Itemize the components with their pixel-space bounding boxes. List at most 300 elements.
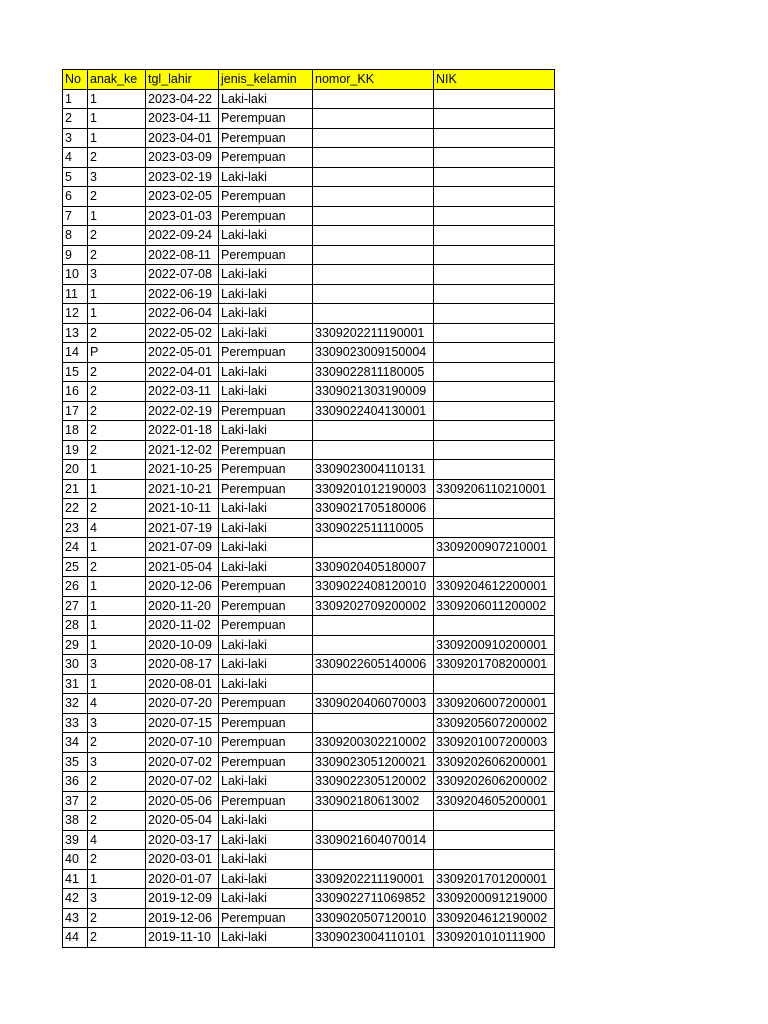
cell-nik[interactable] [434, 89, 555, 109]
cell-anak-ke[interactable]: 1 [88, 635, 146, 655]
cell-tgl-lahir[interactable]: 2023-03-09 [146, 148, 219, 168]
cell-jenis-kelamin[interactable]: Perempuan [219, 713, 313, 733]
cell-anak-ke[interactable]: 2 [88, 772, 146, 792]
cell-jenis-kelamin[interactable]: Laki-laki [219, 869, 313, 889]
cell-nik[interactable]: 3309200910200001 [434, 635, 555, 655]
header-nik[interactable]: NIK [434, 70, 555, 90]
cell-nomor-kk[interactable]: 3309021604070014 [313, 830, 434, 850]
cell-anak-ke[interactable]: 3 [88, 655, 146, 675]
cell-no[interactable]: 23 [63, 518, 88, 538]
cell-jenis-kelamin[interactable]: Laki-laki [219, 499, 313, 519]
cell-tgl-lahir[interactable]: 2022-05-02 [146, 323, 219, 343]
cell-tgl-lahir[interactable]: 2021-10-21 [146, 479, 219, 499]
header-jenis-kelamin[interactable]: jenis_kelamin [219, 70, 313, 90]
table-row [63, 362, 555, 382]
cell-nik[interactable]: 3309204605200001 [434, 791, 555, 811]
cell-no[interactable]: 9 [63, 245, 88, 265]
cell-anak-ke[interactable]: 2 [88, 499, 146, 519]
cell-nomor-kk[interactable]: 3309022305120002 [313, 772, 434, 792]
cell-no[interactable]: 1 [63, 89, 88, 109]
cell-tgl-lahir[interactable]: 2022-03-11 [146, 382, 219, 402]
cell-no[interactable]: 13 [63, 323, 88, 343]
cell-no[interactable]: 41 [63, 869, 88, 889]
cell-jenis-kelamin[interactable]: Laki-laki [219, 830, 313, 850]
cell-nik[interactable]: 3309204612200001 [434, 577, 555, 597]
cell-tgl-lahir[interactable]: 2022-06-19 [146, 284, 219, 304]
cell-anak-ke[interactable]: 4 [88, 518, 146, 538]
cell-anak-ke[interactable]: 1 [88, 128, 146, 148]
cell-nik[interactable] [434, 109, 555, 129]
cell-nik[interactable] [434, 167, 555, 187]
cell-anak-ke[interactable]: 2 [88, 382, 146, 402]
cell-tgl-lahir[interactable]: 2020-07-02 [146, 772, 219, 792]
cell-no[interactable]: 19 [63, 440, 88, 460]
cell-no[interactable]: 12 [63, 304, 88, 324]
cell-anak-ke[interactable]: 1 [88, 616, 146, 636]
cell-anak-ke[interactable]: 1 [88, 596, 146, 616]
cell-anak-ke[interactable]: 1 [88, 109, 146, 129]
cell-nomor-kk[interactable] [313, 304, 434, 324]
cell-tgl-lahir[interactable]: 2021-07-09 [146, 538, 219, 558]
cell-anak-ke[interactable]: 3 [88, 889, 146, 909]
cell-jenis-kelamin[interactable]: Perempuan [219, 343, 313, 363]
table-row [63, 460, 555, 480]
cell-nomor-kk[interactable]: 3309023009150004 [313, 343, 434, 363]
cell-no[interactable]: 15 [63, 362, 88, 382]
cell-anak-ke[interactable]: 1 [88, 284, 146, 304]
cell-nik[interactable] [434, 128, 555, 148]
cell-nik[interactable] [434, 557, 555, 577]
cell-tgl-lahir[interactable]: 2023-04-01 [146, 128, 219, 148]
cell-no[interactable]: 2 [63, 109, 88, 129]
cell-nik[interactable]: 3309202606200001 [434, 752, 555, 772]
cell-nik[interactable] [434, 830, 555, 850]
cell-no[interactable]: 6 [63, 187, 88, 207]
cell-nik[interactable]: 3309205607200002 [434, 713, 555, 733]
cell-no[interactable]: 40 [63, 850, 88, 870]
cell-nomor-kk[interactable]: 3309022605140006 [313, 655, 434, 675]
cell-no[interactable]: 27 [63, 596, 88, 616]
cell-nomor-kk[interactable]: 3309022404130001 [313, 401, 434, 421]
cell-nik[interactable] [434, 206, 555, 226]
cell-nomor-kk[interactable]: 3309022408120010 [313, 577, 434, 597]
cell-anak-ke[interactable]: 2 [88, 908, 146, 928]
cell-jenis-kelamin[interactable]: Laki-laki [219, 772, 313, 792]
cell-jenis-kelamin[interactable]: Laki-laki [219, 811, 313, 831]
cell-jenis-kelamin[interactable]: Laki-laki [219, 674, 313, 694]
table-row [63, 577, 555, 597]
cell-nomor-kk[interactable]: 3309021303190009 [313, 382, 434, 402]
cell-jenis-kelamin[interactable]: Laki-laki [219, 89, 313, 109]
cell-nomor-kk[interactable]: 3309201012190003 [313, 479, 434, 499]
cell-tgl-lahir[interactable]: 2022-05-01 [146, 343, 219, 363]
cell-tgl-lahir[interactable]: 2023-02-19 [146, 167, 219, 187]
cell-jenis-kelamin[interactable]: Perempuan [219, 791, 313, 811]
cell-tgl-lahir[interactable]: 2020-11-02 [146, 616, 219, 636]
cell-tgl-lahir[interactable]: 2020-07-02 [146, 752, 219, 772]
cell-no[interactable]: 33 [63, 713, 88, 733]
cell-jenis-kelamin[interactable]: Laki-laki [219, 518, 313, 538]
table-row [63, 518, 555, 538]
cell-anak-ke[interactable]: 2 [88, 928, 146, 948]
cell-nomor-kk[interactable] [313, 284, 434, 304]
cell-tgl-lahir[interactable]: 2023-04-11 [146, 109, 219, 129]
cell-no[interactable]: 4 [63, 148, 88, 168]
cell-jenis-kelamin[interactable]: Perempuan [219, 616, 313, 636]
cell-nomor-kk[interactable] [313, 674, 434, 694]
table-row [63, 206, 555, 226]
cell-nomor-kk[interactable] [313, 206, 434, 226]
cell-tgl-lahir[interactable]: 2022-06-04 [146, 304, 219, 324]
cell-no[interactable]: 20 [63, 460, 88, 480]
cell-nik[interactable] [434, 284, 555, 304]
cell-nik[interactable] [434, 187, 555, 207]
cell-jenis-kelamin[interactable]: Perempuan [219, 401, 313, 421]
cell-tgl-lahir[interactable]: 2019-12-09 [146, 889, 219, 909]
table-row [63, 830, 555, 850]
cell-jenis-kelamin[interactable]: Perempuan [219, 440, 313, 460]
cell-nomor-kk[interactable]: 3309023004110131 [313, 460, 434, 480]
cell-no[interactable]: 30 [63, 655, 88, 675]
cell-tgl-lahir[interactable]: 2020-03-01 [146, 850, 219, 870]
cell-jenis-kelamin[interactable]: Perempuan [219, 577, 313, 597]
cell-tgl-lahir[interactable]: 2020-07-20 [146, 694, 219, 714]
table-row [63, 440, 555, 460]
cell-no[interactable]: 32 [63, 694, 88, 714]
cell-tgl-lahir[interactable]: 2021-10-11 [146, 499, 219, 519]
cell-nik[interactable] [434, 811, 555, 831]
cell-tgl-lahir[interactable]: 2020-05-06 [146, 791, 219, 811]
cell-tgl-lahir[interactable]: 2022-07-08 [146, 265, 219, 285]
cell-no[interactable]: 10 [63, 265, 88, 285]
table-row [63, 187, 555, 207]
cell-anak-ke[interactable]: 1 [88, 206, 146, 226]
cell-anak-ke[interactable]: 2 [88, 557, 146, 577]
cell-anak-ke[interactable]: 1 [88, 869, 146, 889]
cell-anak-ke[interactable]: 2 [88, 401, 146, 421]
cell-nomor-kk[interactable] [313, 265, 434, 285]
cell-tgl-lahir[interactable]: 2022-09-24 [146, 226, 219, 246]
cell-nomor-kk[interactable] [313, 226, 434, 246]
cell-no[interactable]: 36 [63, 772, 88, 792]
table-row [63, 791, 555, 811]
cell-nik[interactable] [434, 304, 555, 324]
cell-jenis-kelamin[interactable]: Perempuan [219, 187, 313, 207]
cell-nik[interactable]: 3309206110210001 [434, 479, 555, 499]
cell-anak-ke[interactable]: 1 [88, 538, 146, 558]
cell-nomor-kk[interactable] [313, 89, 434, 109]
cell-jenis-kelamin[interactable]: Laki-laki [219, 635, 313, 655]
cell-nik[interactable]: 3309201007200003 [434, 733, 555, 753]
cell-anak-ke[interactable]: 2 [88, 148, 146, 168]
cell-tgl-lahir[interactable]: 2019-11-10 [146, 928, 219, 948]
cell-no[interactable]: 29 [63, 635, 88, 655]
cell-no[interactable]: 42 [63, 889, 88, 909]
cell-jenis-kelamin[interactable]: Perempuan [219, 128, 313, 148]
table-row [63, 674, 555, 694]
cell-nik[interactable] [434, 460, 555, 480]
cell-jenis-kelamin[interactable]: Laki-laki [219, 226, 313, 246]
header-no[interactable]: No [63, 70, 88, 90]
table-row [63, 616, 555, 636]
cell-tgl-lahir[interactable]: 2022-01-18 [146, 421, 219, 441]
cell-no[interactable]: 28 [63, 616, 88, 636]
table-row [63, 596, 555, 616]
cell-anak-ke[interactable]: 2 [88, 850, 146, 870]
table-row [63, 284, 555, 304]
header-anak-ke[interactable]: anak_ke [88, 70, 146, 90]
cell-nomor-kk[interactable] [313, 440, 434, 460]
cell-anak-ke[interactable]: 2 [88, 811, 146, 831]
cell-nik[interactable] [434, 401, 555, 421]
cell-nik[interactable]: 3309200907210001 [434, 538, 555, 558]
cell-anak-ke[interactable]: 3 [88, 265, 146, 285]
cell-jenis-kelamin[interactable]: Laki-laki [219, 928, 313, 948]
cell-nik[interactable]: 3309200091219000 [434, 889, 555, 909]
cell-no[interactable]: 18 [63, 421, 88, 441]
cell-nik[interactable] [434, 499, 555, 519]
cell-nik[interactable]: 3309206011200002 [434, 596, 555, 616]
cell-nik[interactable] [434, 362, 555, 382]
cell-nomor-kk[interactable]: 3309202211190001 [313, 323, 434, 343]
cell-no[interactable]: 35 [63, 752, 88, 772]
cell-tgl-lahir[interactable]: 2020-01-07 [146, 869, 219, 889]
table-row [63, 323, 555, 343]
cell-nomor-kk[interactable] [313, 148, 434, 168]
cell-nomor-kk[interactable] [313, 245, 434, 265]
cell-nomor-kk[interactable]: 3309022711069852 [313, 889, 434, 909]
cell-nik[interactable] [434, 323, 555, 343]
cell-anak-ke[interactable]: 4 [88, 830, 146, 850]
cell-jenis-kelamin[interactable]: Laki-laki [219, 889, 313, 909]
cell-no[interactable]: 16 [63, 382, 88, 402]
cell-tgl-lahir[interactable]: 2020-10-09 [146, 635, 219, 655]
cell-no[interactable]: 5 [63, 167, 88, 187]
cell-no[interactable]: 17 [63, 401, 88, 421]
cell-tgl-lahir[interactable]: 2019-12-06 [146, 908, 219, 928]
cell-anak-ke[interactable]: 3 [88, 752, 146, 772]
cell-tgl-lahir[interactable]: 2020-11-20 [146, 596, 219, 616]
cell-nomor-kk[interactable] [313, 128, 434, 148]
table-row [63, 499, 555, 519]
header-nomor-kk[interactable]: nomor_KK [313, 70, 434, 90]
cell-no[interactable]: 11 [63, 284, 88, 304]
cell-anak-ke[interactable]: 2 [88, 421, 146, 441]
cell-nomor-kk[interactable]: 3309202709200002 [313, 596, 434, 616]
cell-no[interactable]: 21 [63, 479, 88, 499]
cell-nik[interactable]: 3309201701200001 [434, 869, 555, 889]
cell-jenis-kelamin[interactable]: Perempuan [219, 752, 313, 772]
cell-nomor-kk[interactable]: 3309020405180007 [313, 557, 434, 577]
cell-jenis-kelamin[interactable]: Laki-laki [219, 323, 313, 343]
cell-no[interactable]: 37 [63, 791, 88, 811]
cell-anak-ke[interactable]: 2 [88, 323, 146, 343]
cell-jenis-kelamin[interactable]: Laki-laki [219, 557, 313, 577]
cell-nik[interactable] [434, 382, 555, 402]
cell-jenis-kelamin[interactable]: Perempuan [219, 733, 313, 753]
cell-no[interactable]: 24 [63, 538, 88, 558]
cell-anak-ke[interactable]: 1 [88, 89, 146, 109]
cell-anak-ke[interactable]: 2 [88, 362, 146, 382]
cell-jenis-kelamin[interactable]: Laki-laki [219, 421, 313, 441]
table-row [63, 89, 555, 109]
cell-nomor-kk[interactable]: 3309202211190001 [313, 869, 434, 889]
cell-anak-ke[interactable]: 2 [88, 187, 146, 207]
cell-no[interactable]: 31 [63, 674, 88, 694]
cell-anak-ke[interactable]: 3 [88, 713, 146, 733]
table-row [63, 713, 555, 733]
cell-no[interactable]: 25 [63, 557, 88, 577]
cell-tgl-lahir[interactable]: 2023-02-05 [146, 187, 219, 207]
cell-jenis-kelamin[interactable]: Laki-laki [219, 850, 313, 870]
cell-nik[interactable] [434, 245, 555, 265]
cell-no[interactable]: 14 [63, 343, 88, 363]
cell-nomor-kk[interactable] [313, 616, 434, 636]
cell-nik[interactable]: 3309206007200001 [434, 694, 555, 714]
cell-nomor-kk[interactable]: 3309023004110101 [313, 928, 434, 948]
cell-jenis-kelamin[interactable]: Laki-laki [219, 304, 313, 324]
header-tgl-lahir[interactable]: tgl_lahir [146, 70, 219, 90]
cell-anak-ke[interactable]: 2 [88, 245, 146, 265]
cell-no[interactable]: 8 [63, 226, 88, 246]
cell-nik[interactable]: 3309202606200002 [434, 772, 555, 792]
table-row [63, 128, 555, 148]
cell-nomor-kk[interactable]: 3309022811180005 [313, 362, 434, 382]
cell-jenis-kelamin[interactable]: Perempuan [219, 109, 313, 129]
table-row [63, 908, 555, 928]
cell-nomor-kk[interactable] [313, 187, 434, 207]
cell-jenis-kelamin[interactable]: Perempuan [219, 596, 313, 616]
cell-no[interactable]: 22 [63, 499, 88, 519]
spreadsheet [62, 69, 555, 948]
cell-nomor-kk[interactable] [313, 167, 434, 187]
table-row [63, 109, 555, 129]
cell-nik[interactable] [434, 674, 555, 694]
cell-anak-ke[interactable]: 3 [88, 167, 146, 187]
cell-anak-ke[interactable]: 2 [88, 440, 146, 460]
cell-nik[interactable] [434, 616, 555, 636]
cell-tgl-lahir[interactable]: 2022-08-11 [146, 245, 219, 265]
cell-tgl-lahir[interactable]: 2021-05-04 [146, 557, 219, 577]
cell-jenis-kelamin[interactable]: Perempuan [219, 694, 313, 714]
cell-nomor-kk[interactable] [313, 538, 434, 558]
cell-nomor-kk[interactable]: 3309200302210002 [313, 733, 434, 753]
table-row [63, 304, 555, 324]
table-row [63, 401, 555, 421]
cell-nomor-kk[interactable] [313, 713, 434, 733]
cell-nik[interactable] [434, 226, 555, 246]
cell-anak-ke[interactable]: 4 [88, 694, 146, 714]
table-row [63, 869, 555, 889]
cell-no[interactable]: 34 [63, 733, 88, 753]
cell-tgl-lahir[interactable]: 2021-10-25 [146, 460, 219, 480]
cell-jenis-kelamin[interactable]: Perempuan [219, 148, 313, 168]
cell-tgl-lahir[interactable]: 2021-07-19 [146, 518, 219, 538]
cell-no[interactable]: 26 [63, 577, 88, 597]
cell-tgl-lahir[interactable]: 2023-01-03 [146, 206, 219, 226]
cell-jenis-kelamin[interactable]: Laki-laki [219, 655, 313, 675]
cell-tgl-lahir[interactable]: 2020-07-15 [146, 713, 219, 733]
cell-no[interactable]: 39 [63, 830, 88, 850]
cell-nik[interactable] [434, 850, 555, 870]
cell-tgl-lahir[interactable]: 2022-02-19 [146, 401, 219, 421]
cell-jenis-kelamin[interactable]: Laki-laki [219, 538, 313, 558]
cell-tgl-lahir[interactable]: 2020-03-17 [146, 830, 219, 850]
cell-no[interactable]: 44 [63, 928, 88, 948]
cell-tgl-lahir[interactable]: 2022-04-01 [146, 362, 219, 382]
cell-tgl-lahir[interactable]: 2020-08-01 [146, 674, 219, 694]
cell-nik[interactable] [434, 440, 555, 460]
cell-no[interactable]: 43 [63, 908, 88, 928]
data-table [62, 69, 555, 948]
cell-jenis-kelamin[interactable]: Laki-laki [219, 284, 313, 304]
cell-nik[interactable] [434, 343, 555, 363]
cell-jenis-kelamin[interactable]: Perempuan [219, 908, 313, 928]
cell-tgl-lahir[interactable]: 2020-07-10 [146, 733, 219, 753]
cell-tgl-lahir[interactable]: 2020-12-06 [146, 577, 219, 597]
cell-no[interactable]: 3 [63, 128, 88, 148]
cell-jenis-kelamin[interactable]: Laki-laki [219, 362, 313, 382]
cell-nomor-kk[interactable] [313, 109, 434, 129]
cell-anak-ke[interactable]: 2 [88, 226, 146, 246]
cell-nik[interactable] [434, 265, 555, 285]
table-row [63, 148, 555, 168]
cell-jenis-kelamin[interactable]: Laki-laki [219, 167, 313, 187]
cell-jenis-kelamin[interactable]: Laki-laki [219, 265, 313, 285]
cell-nomor-kk[interactable]: 3309022511110005 [313, 518, 434, 538]
cell-anak-ke[interactable]: 1 [88, 304, 146, 324]
cell-tgl-lahir[interactable]: 2020-08-17 [146, 655, 219, 675]
cell-nik[interactable] [434, 148, 555, 168]
cell-nomor-kk[interactable]: 3309020406070003 [313, 694, 434, 714]
cell-nik[interactable] [434, 518, 555, 538]
cell-anak-ke[interactable]: 2 [88, 791, 146, 811]
cell-nik[interactable]: 3309204612190002 [434, 908, 555, 928]
table-row [63, 772, 555, 792]
cell-nomor-kk[interactable] [313, 811, 434, 831]
cell-nomor-kk[interactable]: 3309021705180006 [313, 499, 434, 519]
cell-jenis-kelamin[interactable]: Perempuan [219, 460, 313, 480]
cell-no[interactable]: 7 [63, 206, 88, 226]
cell-anak-ke[interactable]: 1 [88, 577, 146, 597]
cell-jenis-kelamin[interactable]: Perempuan [219, 206, 313, 226]
cell-nomor-kk[interactable]: 3309020507120010 [313, 908, 434, 928]
table-row [63, 245, 555, 265]
cell-nomor-kk[interactable]: 3309023051200021 [313, 752, 434, 772]
cell-anak-ke[interactable]: 1 [88, 674, 146, 694]
table-row [63, 343, 555, 363]
cell-tgl-lahir[interactable]: 2021-12-02 [146, 440, 219, 460]
cell-nik[interactable]: 3309201010111900 [434, 928, 555, 948]
cell-nik[interactable] [434, 421, 555, 441]
cell-tgl-lahir[interactable]: 2023-04-22 [146, 89, 219, 109]
cell-jenis-kelamin[interactable]: Perempuan [219, 479, 313, 499]
cell-jenis-kelamin[interactable]: Perempuan [219, 245, 313, 265]
cell-nomor-kk[interactable] [313, 850, 434, 870]
cell-anak-ke[interactable]: 1 [88, 460, 146, 480]
cell-jenis-kelamin[interactable]: Laki-laki [219, 382, 313, 402]
table-body [63, 89, 555, 947]
cell-nomor-kk[interactable] [313, 635, 434, 655]
cell-nomor-kk[interactable]: 330902180613002 [313, 791, 434, 811]
cell-anak-ke[interactable]: 1 [88, 479, 146, 499]
cell-nomor-kk[interactable] [313, 421, 434, 441]
cell-anak-ke[interactable]: P [88, 343, 146, 363]
cell-anak-ke[interactable]: 2 [88, 733, 146, 753]
cell-tgl-lahir[interactable]: 2020-05-04 [146, 811, 219, 831]
cell-no[interactable]: 38 [63, 811, 88, 831]
cell-nik[interactable]: 3309201708200001 [434, 655, 555, 675]
